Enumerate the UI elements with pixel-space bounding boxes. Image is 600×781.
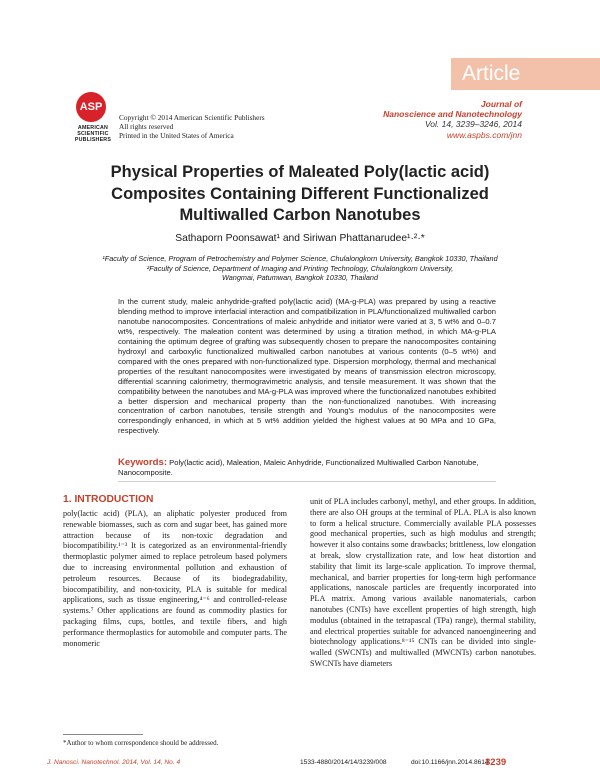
paper-title (90, 162, 510, 227)
logo-line: AMERICAN (77, 125, 109, 131)
title-line: Physical Properties of Maleated Poly(lactic acid) (110, 163, 490, 181)
copyright-line: Copyright © 2014 American Scientific Publishers (119, 113, 265, 122)
title-line: Multiwalled Carbon Nanotubes (179, 206, 421, 224)
keywords (118, 458, 496, 478)
footer-citation: J. Nanosci. Nanotechnol. 2014, Vol. 14, No. 4 (47, 759, 181, 766)
journal-volume: Vol. 14, 3239–3246, 2014 (424, 119, 522, 130)
copyright-line: All rights reserved (119, 122, 174, 131)
abstract: In the current study, maleic anhydride-grafted poly(lactic acid) (MA-g-PLA) was prepared by using a reactive blending method to improve interfacial interaction and compatibilization in PLA/functionalized multiwalled carbon nanotube nanocomposites. Concentrations of maleic anhydride and initiator were varied at 3, 5 wt% and 0–0.7 wt%, respectively. The maleation content was determined by using a titration method, in which MA-g-PLA containing the optimum degree of grafting was subsequently chosen to prepare the nanocomposites containing hydroxyl and carboxylic functionalized multiwalled carbon nanotubes at various contents (0–5 wt%) and compared with the ones prepared with non-functionalized type. Dispersion morphology, thermal and mechanical properties of the resultant nanocomposites were investigated by means of transmission electron microscopy, differential scanning calorimetry, thermogravimetric analysis, and tensile measurement. It was shown that the compatibility between the nanotubes and MA-g-PLA was improved where the functionalized nanotubes exhibited a better dispersion and mechanical property than the non-functionalized nanotubes. With increasing concentration of carbon nanotubes, tensile strength and Young's modulus of the nanocomposites were correspondingly enhanced, in which at 5 wt% addition yielded the highest values at 90 MPa and 10 GPa, respectively. (118, 297, 496, 436)
journal-url[interactable]: www.aspbs.com/jnn (446, 129, 522, 140)
journal-name: Nanoscience and Nanotechnology (383, 109, 522, 120)
affiliation-line: ²Faculty of Science, Department of Imaging and Printing Technology, Chulalongkorn University, (146, 263, 454, 273)
divider (118, 481, 496, 482)
footer-doi[interactable]: doi:10.1166/jnn.2014.8614 (411, 759, 489, 766)
title-line: Composites Containing Different Functionalized (111, 184, 489, 203)
copyright-notice (119, 113, 265, 140)
footnote: *Author to whom correspondence should be addressed. (63, 739, 219, 747)
footer-issn: 1533-4880/2014/14/3239/008 (300, 759, 387, 766)
publisher-logo (66, 92, 120, 143)
author-list: Sathaporn Poonsawat¹ and Siriwan Phattanarudee¹·²·* (175, 233, 425, 244)
affiliation-line: ¹Faculty of Science, Program of Petrochemistry and Polymer Science, Chulalongkorn University, Bangkok 10330, Thailand (102, 254, 498, 263)
affiliations (80, 254, 520, 283)
article-type-tab: Article (451, 58, 600, 90)
copyright-line: Printed in the United States of America (119, 131, 234, 140)
page-number: 3239 (485, 757, 507, 768)
section-heading: 1. INTRODUCTION (63, 494, 154, 505)
asp-logo-circle: ASP (76, 92, 106, 122)
logo-line: PUBLISHERS (74, 137, 112, 143)
logo-line: SCIENTIFIC (77, 131, 109, 137)
affiliation-line: Wangmai, Patumwan, Bangkok 10330, Thailand (221, 273, 379, 283)
logo-text (66, 125, 120, 143)
keywords-label: Keywords: (118, 457, 168, 468)
keywords-text: Poly(lactic acid), Maleation, Maleic Anhydride, Functionalized Multiwalled Carbon Nanotube, Nanocomposite. (118, 458, 479, 477)
journal-name: Journal of (480, 99, 522, 109)
page-footer (47, 757, 553, 769)
body-column-right: unit of PLA includes carbonyl, methyl, and ether groups. In addition, there are also OH groups at the terminal of PLA. PLA is also known to form a helical structure. Commercially available PLA possesses good mechanical properties, such as high modulus and strength; however it also contains some drawbacks; brittleness, low elongation at break, slow crystallization rate, and low heat distortion and stability that limit its large-scale application. To improve thermal, mechanical, and barrier properties for long-term high performance applications, nanoscale particles are frequently incorporated into PLA matrix. Among various available nanomaterials, carbon nanotubes (CNTs) have excellent properties of high strength, high modulus (obtained in the tetrapascal (TPa) range), thermal stability, and electrical properties suitable for advanced nanoengineering and biotechnology applications.⁸⁻¹⁵ CNTs can be divided into single-walled (SWCNTs) and multiwalled (MWCNTs) carbon nanotubes. SWCNTs have diameters (310, 497, 536, 668)
journal-info (383, 99, 522, 140)
body-column-left: poly(lactic acid) (PLA), an aliphatic polyester produced from renewable biomasses, such as corn and sugar beet, has gained more attraction because of its non-toxic degradation and biocompatibility.¹⁻³ It is categorized as an environmental-friendly thermoplastic polymer aimed to replace petroleum based polymers due to increasing environmental pollution and exhaustion of petroleum resources. Because of its biodegradability, biocompatibility, and non-toxicity, PLA is suitable for medical applications, such as tissue engineering,⁴⁻⁶ and controlled-release systems.⁷ Other applications are found as commodity plastics for packaging films, cups, bottles, and textile fibers, and high performance thermoplastics for automobile and computer parts. The monomeric (63, 509, 287, 648)
footnote-rule (63, 734, 143, 735)
